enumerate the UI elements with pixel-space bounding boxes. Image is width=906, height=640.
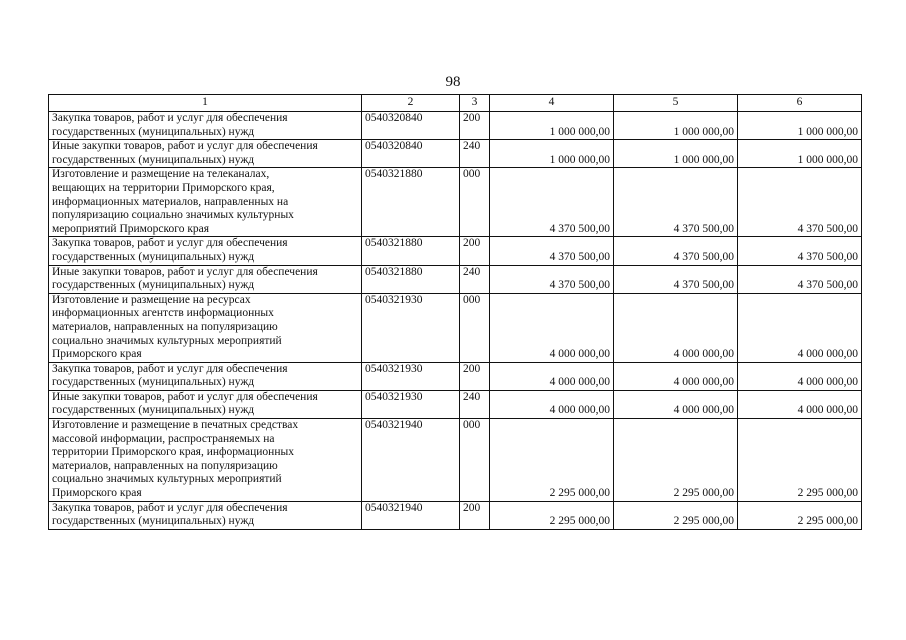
row-amount-col4: 4 370 500,00: [490, 265, 614, 293]
header-row: [49, 95, 862, 112]
row-amount-col6: 1 000 000,00: [738, 140, 862, 168]
row-description: Иные закупки товаров, работ и услуг для обеспечения государственных (муниципальных) нужд: [49, 390, 362, 418]
row-amount-col6: 4 000 000,00: [738, 362, 862, 390]
table-row: [49, 265, 862, 293]
row-amount-col6: 2 295 000,00: [738, 419, 862, 502]
row-description: Изготовление и размещение на ресурсах информационных агентств информационных материалов, направленных на популяризацию социально значимых культурных мероприятий Приморского края: [49, 293, 362, 362]
table-row: [49, 112, 862, 140]
row-description: Изготовление и размещение в печатных средствах массовой информации, распространяемых на территории Приморского края, информационных материалов, направленных на популяризацию социально значимых культурных мероприятий Приморского края: [49, 419, 362, 502]
row-description: Изготовление и размещение на телеканалах, вещающих на территории Приморского края, информационных материалов, направленных на популяризацию социально значимых культурных мероприятий Приморского края: [49, 168, 362, 237]
row-target-code: 0540320840: [362, 112, 460, 140]
row-expense-type: 000: [460, 168, 490, 237]
row-amount-col4: 4 000 000,00: [490, 390, 614, 418]
row-amount-col6: 1 000 000,00: [738, 112, 862, 140]
column-header-2: 2: [362, 95, 460, 112]
row-description: Иные закупки товаров, работ и услуг для обеспечения государственных (муниципальных) нужд: [49, 265, 362, 293]
row-amount-col5: 2 295 000,00: [614, 501, 738, 529]
row-amount-col4: 4 000 000,00: [490, 293, 614, 362]
row-target-code: 0540321880: [362, 265, 460, 293]
row-amount-col5: 4 370 500,00: [614, 265, 738, 293]
row-amount-col4: 2 295 000,00: [490, 501, 614, 529]
row-amount-col5: 4 000 000,00: [614, 362, 738, 390]
row-expense-type: 240: [460, 140, 490, 168]
row-expense-type: 000: [460, 419, 490, 502]
row-amount-col5: 2 295 000,00: [614, 419, 738, 502]
table-row: [49, 419, 862, 502]
row-amount-col6: 4 370 500,00: [738, 265, 862, 293]
row-target-code: 0540321880: [362, 168, 460, 237]
table-row: [49, 501, 862, 529]
row-amount-col4: 4 370 500,00: [490, 168, 614, 237]
table-row: [49, 237, 862, 265]
row-amount-col4: 4 370 500,00: [490, 237, 614, 265]
row-amount-col5: 4 000 000,00: [614, 293, 738, 362]
row-description: Иные закупки товаров, работ и услуг для обеспечения государственных (муниципальных) нужд: [49, 140, 362, 168]
row-description: Закупка товаров, работ и услуг для обеспечения государственных (муниципальных) нужд: [49, 362, 362, 390]
row-amount-col6: 4 000 000,00: [738, 390, 862, 418]
row-description: Закупка товаров, работ и услуг для обеспечения государственных (муниципальных) нужд: [49, 501, 362, 529]
page-number: 98: [445, 74, 461, 90]
row-target-code: 0540321940: [362, 419, 460, 502]
row-amount-col4: 1 000 000,00: [490, 112, 614, 140]
column-header-3: 3: [460, 95, 490, 112]
row-target-code: 0540320840: [362, 140, 460, 168]
row-target-code: 0540321930: [362, 293, 460, 362]
row-expense-type: 200: [460, 112, 490, 140]
row-target-code: 0540321930: [362, 390, 460, 418]
row-description: Закупка товаров, работ и услуг для обеспечения государственных (муниципальных) нужд: [49, 112, 362, 140]
row-expense-type: 240: [460, 390, 490, 418]
row-amount-col6: 4 000 000,00: [738, 293, 862, 362]
row-amount-col4: 1 000 000,00: [490, 140, 614, 168]
row-amount-col4: 4 000 000,00: [490, 362, 614, 390]
budget-table: [48, 94, 862, 530]
table-row: [49, 168, 862, 237]
table-row: [49, 362, 862, 390]
row-amount-col5: 4 370 500,00: [614, 168, 738, 237]
row-expense-type: 240: [460, 265, 490, 293]
row-target-code: 0540321880: [362, 237, 460, 265]
row-target-code: 0540321930: [362, 362, 460, 390]
row-amount-col6: 4 370 500,00: [738, 168, 862, 237]
row-amount-col5: 1 000 000,00: [614, 112, 738, 140]
column-header-6: 6: [738, 95, 862, 112]
column-header-5: 5: [614, 95, 738, 112]
row-amount-col4: 2 295 000,00: [490, 419, 614, 502]
row-expense-type: 200: [460, 501, 490, 529]
row-description: Закупка товаров, работ и услуг для обеспечения государственных (муниципальных) нужд: [49, 237, 362, 265]
row-expense-type: 200: [460, 237, 490, 265]
column-header-1: 1: [49, 95, 362, 112]
budget-table-body: [49, 95, 862, 530]
table-row: [49, 390, 862, 418]
row-amount-col5: 4 000 000,00: [614, 390, 738, 418]
row-target-code: 0540321940: [362, 501, 460, 529]
row-expense-type: 200: [460, 362, 490, 390]
row-amount-col6: 4 370 500,00: [738, 237, 862, 265]
row-amount-col5: 1 000 000,00: [614, 140, 738, 168]
column-header-4: 4: [490, 95, 614, 112]
table-row: [49, 293, 862, 362]
row-amount-col6: 2 295 000,00: [738, 501, 862, 529]
row-amount-col5: 4 370 500,00: [614, 237, 738, 265]
row-expense-type: 000: [460, 293, 490, 362]
table-row: [49, 140, 862, 168]
